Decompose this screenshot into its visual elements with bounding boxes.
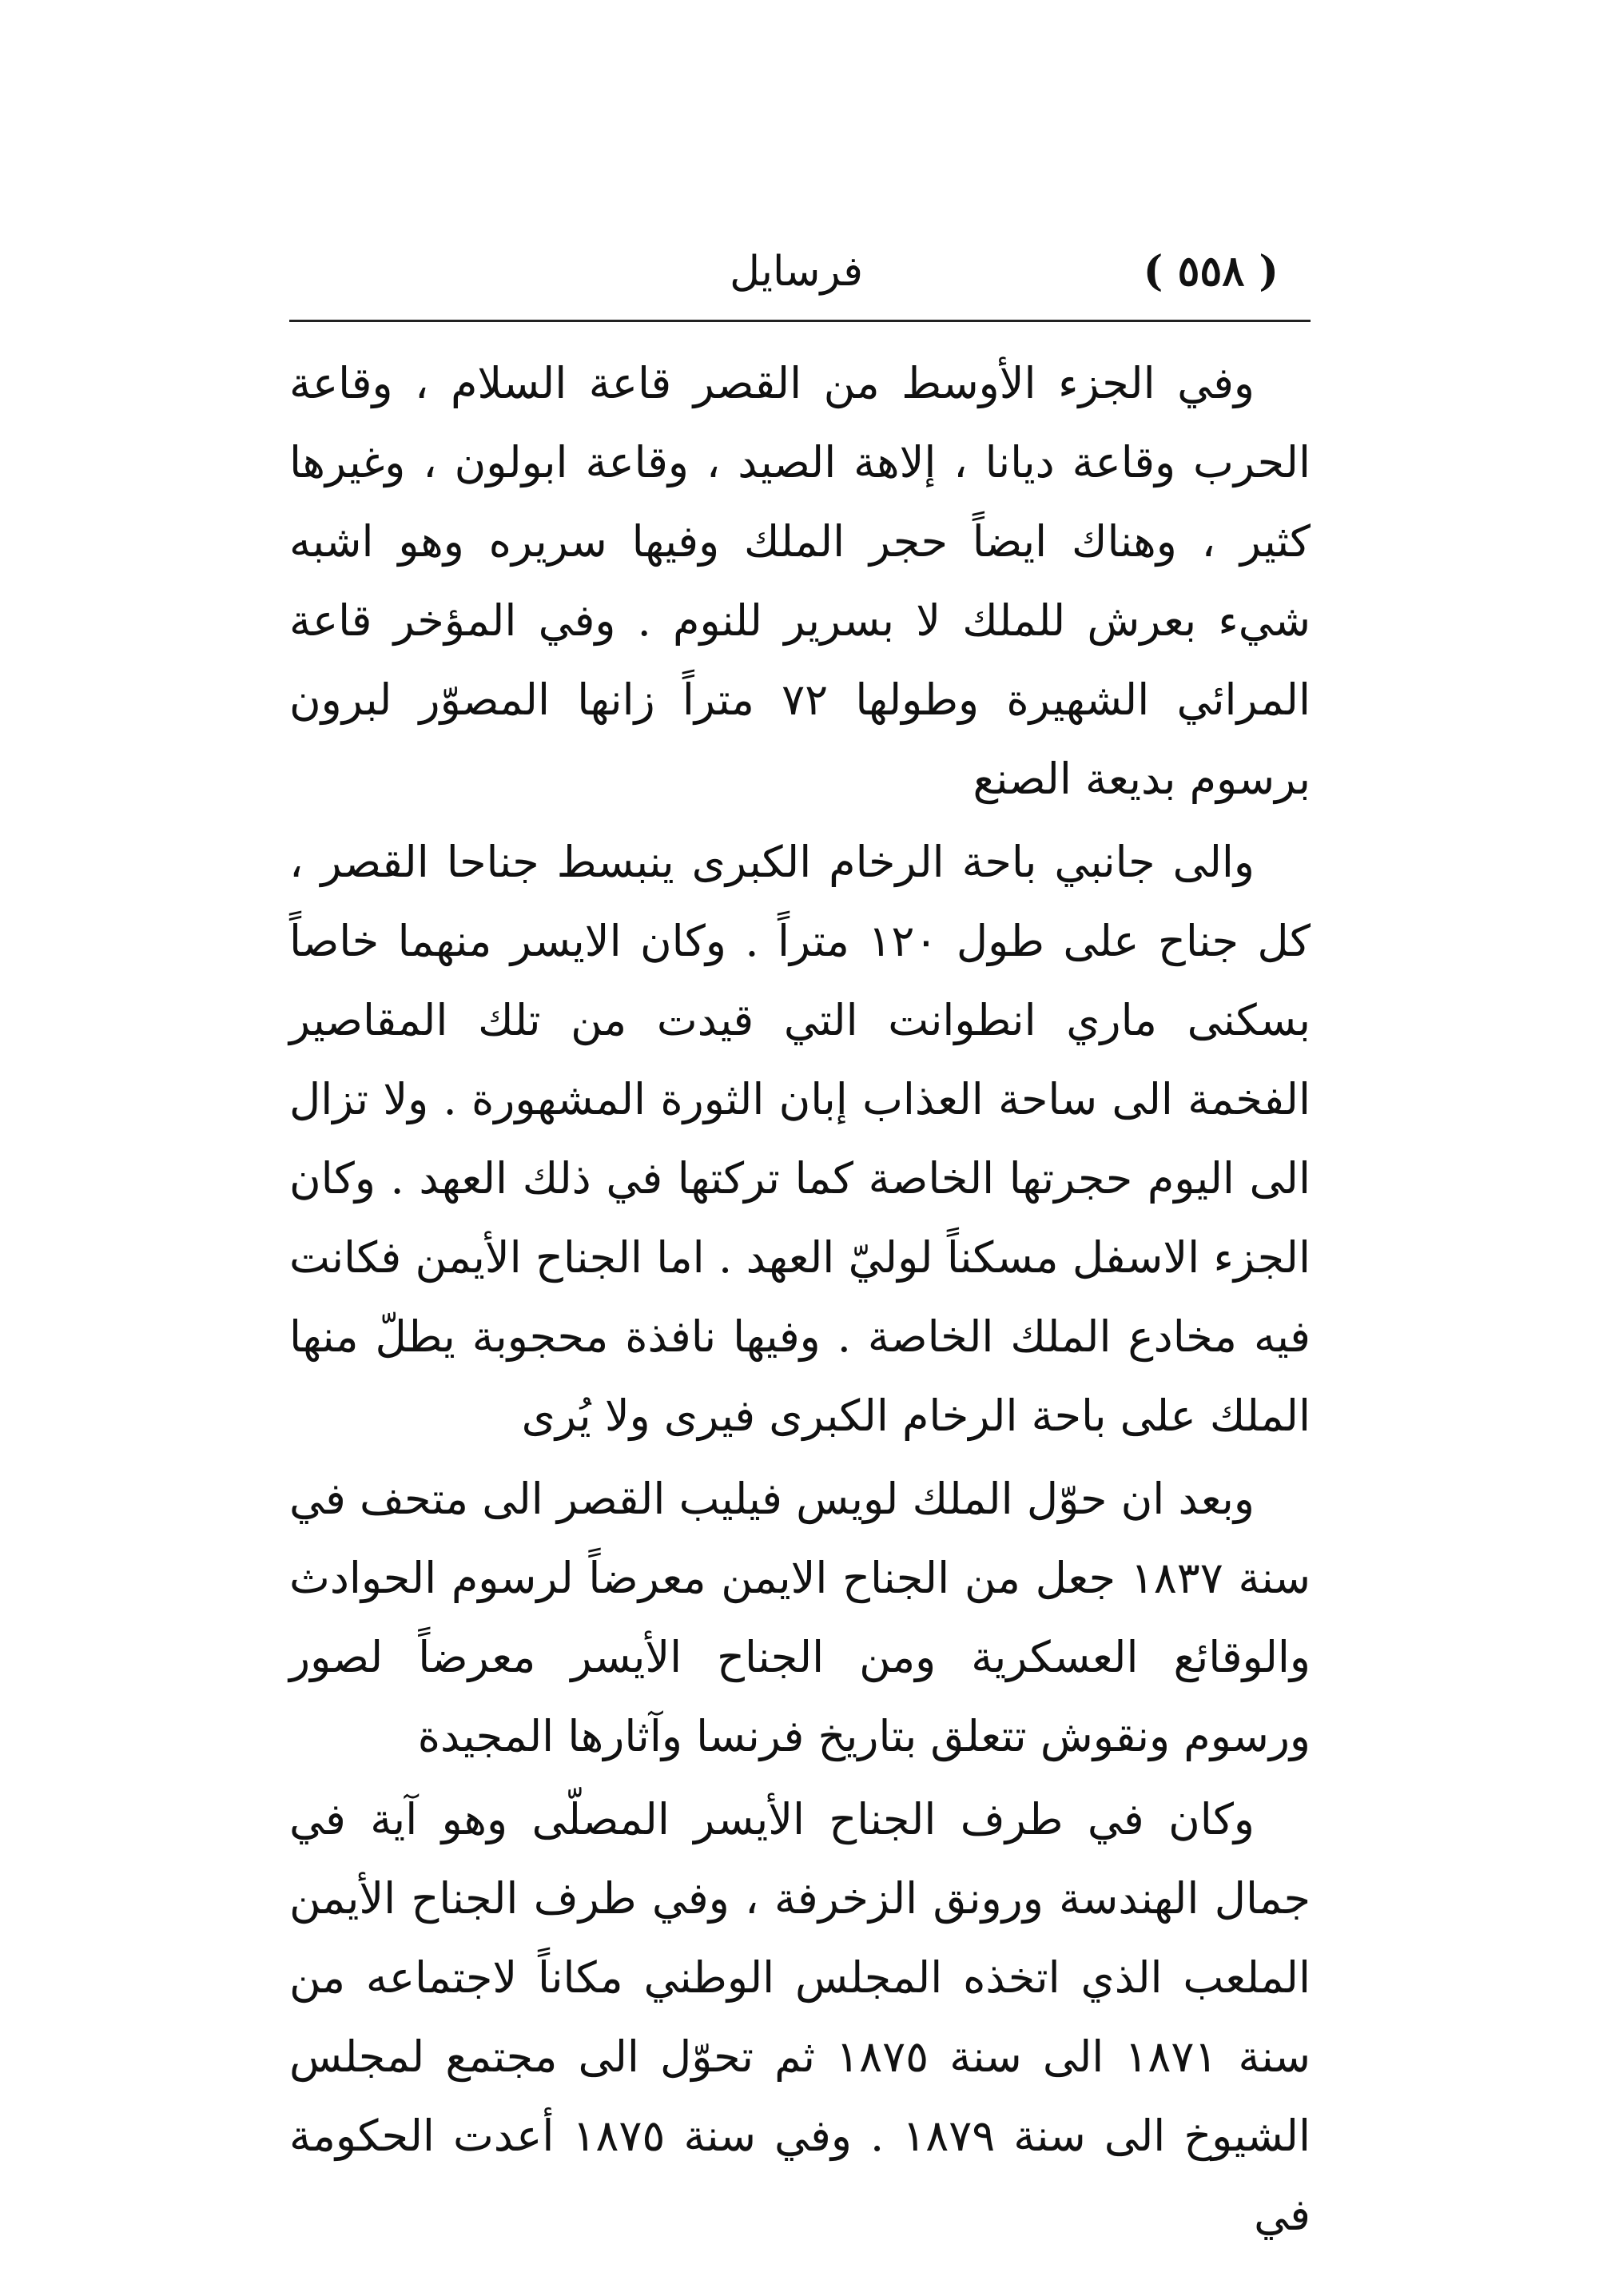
page-header [288,240,1311,304]
body-text [289,344,1311,2254]
running-title: فرسايل [730,248,863,296]
paragraph-2: والى جانبي باحة الرخام الكبرى ينبسط جناحا القصر ، كل جناح على طول ١٢٠ متراً . وكان الايسر منهما خاصاً بسكنى ماري انطوانت التي قيدت من تلك المقاصير الفخمة الى ساحة العذاب إبان الثورة المشهورة . ولا تزال الى اليوم حجرتها الخاصة كما تركتها في ذلك العهد . وكان الجزء الاسفل مسكناً لوليّ العهد . اما الجناح الأيمن فكانت فيه مخادع الملك الخاصة . وفيها نافذة محجوبة يطلّ منها الملك على باحة الرخام الكبرى فيرى ولا يُرى [289,837,1311,1441]
paragraph-1: وفي الجزء الأوسط من القصر قاعة السلام ، وقاعة الحرب وقاعة ديانا ، إلاهة الصيد ، وقاعة ابولون ، وغيرها كثير ، وهناك ايضاً حجر الملك وفيها سريره وهو اشبه شيء بعرش للملك لا بسرير للنوم . وفي المؤخر قاعة المرائي الشهيرة وطولها ٧٢ متراً زانها المصوّر لبرون برسوم بديعة الصنع [289,358,1311,804]
paragraph-4: وكان في طرف الجناح الأيسر المصلّى وهو آية في جمال الهندسة ورونق الزخرفة ، وفي طرف الجناح الأيمن الملعب الذي اتخذه المجلس الوطني مكاناً لاجتماعه من سنة ١٨٧١ الى سنة ١٨٧٥ ثم تحوّل الى مجتمع لمجلس الشيوخ الى سنة ١٨٧٩ . وفي سنة ١٨٧٥ أعدت الحكومة في [289,1794,1311,2240]
header-divider [289,320,1311,322]
page-number: ( ٥٥٨ ) [1143,247,1279,296]
paragraph-3: وبعد ان حوّل الملك لويس فيليب القصر الى متحف في سنة ١٨٣٧ جعل من الجناح الايمن معرضاً لرسوم الحوادث والوقائع العسكرية ومن الجناح الأيسر معرضاً لصور ورسوم ونقوش تتعلق بتاريخ فرنسا وآثارها المجيدة [289,1474,1311,1761]
